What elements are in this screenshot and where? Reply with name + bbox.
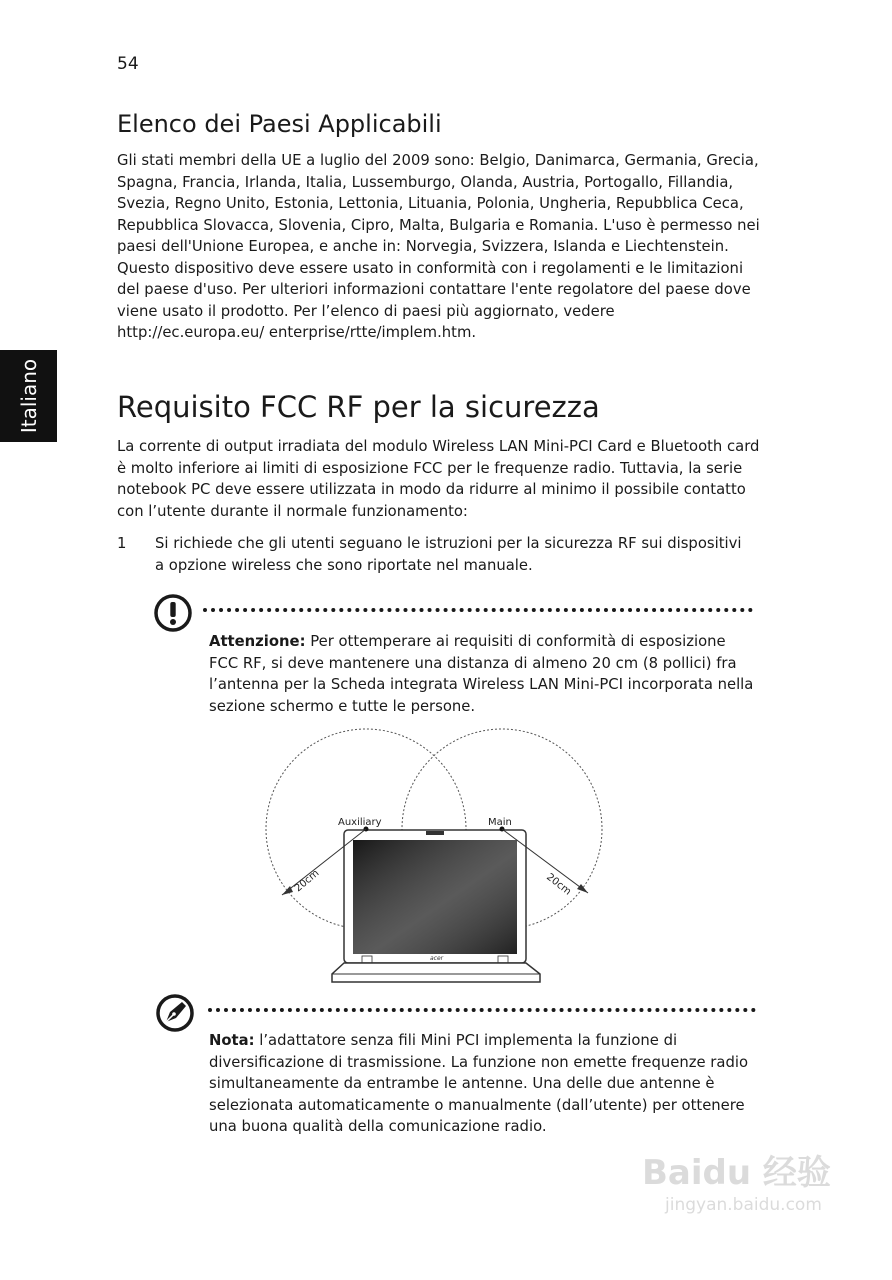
watermark-logo: Baidu 经验 xyxy=(642,1153,831,1193)
countries-paragraph: Gli stati membri della UE a luglio del 2009 sono: Belgio, Danimarca, Germania, Grecia, Spagna, Francia, Irlanda, Italia, Lussemburgo, Olanda, Austria, Portogallo, Fillandia, Svezia, Regno Unito, Estonia, Lettonia, Lituania, Polonia, Ungheria, Repubblica Ceca, Repubblica Slovacca, Slovenia, Cipro, Malta, Bulgaria e Romania. L'uso è permesso nei paesi dell'Unione Europea, e anche in: Norvegia, Svizzera, Islanda e Liechtenstein. Questo dispositivo deve essere usato in conformità con i regolamenti e le limitazioni del paese d'uso. Per ulteriori informazioni contattare l'ente regolatore del paese dove viene usato il prodotto. Per l’elenco di paesi più aggiornato, vedere http://ec.europa.eu/ enterprise/rtte/implem.htm. xyxy=(117,152,760,341)
note-pen-icon xyxy=(155,993,195,1033)
right-distance-label: 20cm xyxy=(544,871,573,898)
laptop-brand-label: acer xyxy=(430,955,444,962)
warning-text xyxy=(209,631,754,717)
list-item-number: 1 xyxy=(117,535,127,552)
page-number: 54 xyxy=(117,54,139,74)
note-text xyxy=(209,1030,754,1138)
fcc-paragraph: La corrente di output irradiata del modulo Wireless LAN Mini-PCI Card e Bluetooth card è molto inferiore ai limiti di esposizione FCC per le frequenze radio. Tuttavia, la serie notebook PC deve essere utilizzata in modo da ridurre al minimo il possibile contatto con l’utente durante il normale funzionamento: xyxy=(117,438,760,520)
watermark-url: jingyan.baidu.com xyxy=(665,1195,822,1215)
antenna-range-diagram xyxy=(258,720,618,990)
warning-body: Per ottemperare ai requisiti di conformità di esposizione FCC RF, si deve mantenere una distanza di almeno 20 cm (8 pollici) fra l’antenna per la Scheda integrata Wireless LAN Mini-PCI incorporata nella sezione schermo e tutte le persone. xyxy=(209,633,754,715)
list-item-text: Si richiede che gli utenti seguano le istruzioni per la sicurezza RF sui dispositivi a opzione wireless che sono riportate nel manuale. xyxy=(155,535,742,574)
warning-divider xyxy=(203,608,753,612)
side-tab-label: Italiano xyxy=(16,358,41,434)
section-title-fcc: Requisito FCC RF per la sicurezza xyxy=(117,390,600,424)
warning-label: Attenzione: xyxy=(209,633,306,650)
note-body: l’adattatore senza fili Mini PCI implementa la funzione di diversificazione di trasmissione. La funzione non emette frequenze radio simultaneamente da entrambe le antenne. Una delle due antenne è selezionata automaticamente o manualmente (dall’utente) per ottenere una buona qualità della comunicazione radio. xyxy=(209,1032,749,1135)
left-distance-label: 20cm xyxy=(292,867,322,895)
section-title-countries: Elenco dei Paesi Applicabili xyxy=(117,110,442,138)
language-side-tab xyxy=(0,350,57,442)
baidu-watermark xyxy=(637,1145,847,1240)
note-divider xyxy=(208,1008,756,1012)
auxiliary-label: Auxiliary xyxy=(338,817,382,828)
warning-icon xyxy=(153,593,193,633)
note-label: Nota: xyxy=(209,1032,255,1049)
main-label: Main xyxy=(488,817,512,828)
